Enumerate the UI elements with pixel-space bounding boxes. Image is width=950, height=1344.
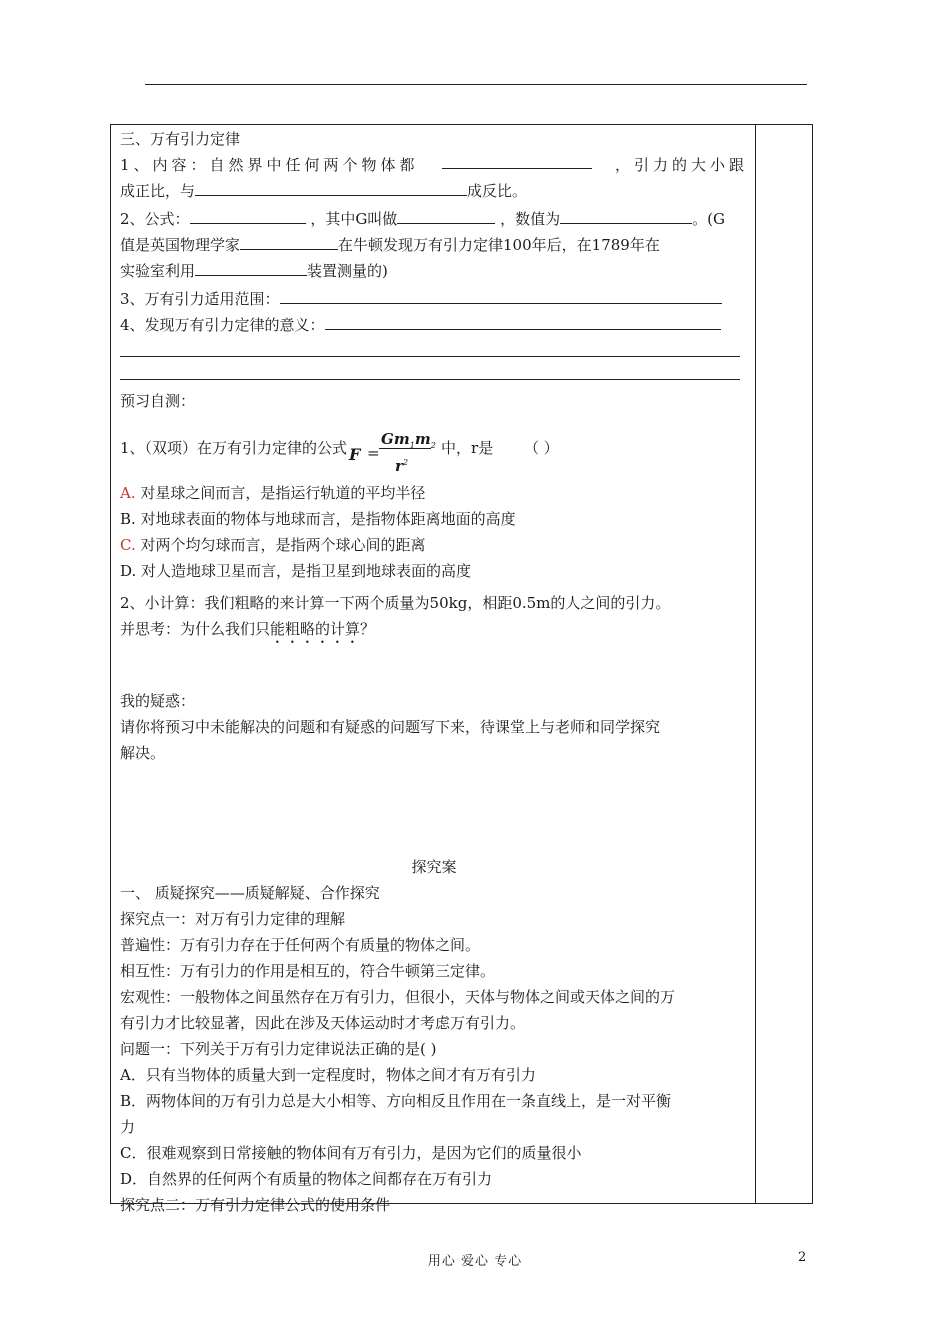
option-b-letter: B. [120, 510, 136, 528]
notes-column [756, 124, 813, 1204]
header-rule [145, 84, 807, 85]
selftest-q2-line2 [120, 616, 748, 642]
worksheet-content [120, 124, 748, 1218]
item1-text-d: 成反比。 [467, 182, 528, 200]
formula-exp: 2 [402, 458, 409, 467]
formula-gm: Gm [381, 430, 410, 448]
option-d[interactable] [120, 558, 748, 584]
item2-text-b: ，其中G叫做 [310, 210, 398, 228]
option-a-letter: A. [120, 484, 136, 502]
item2-text-c: ，数值为 [500, 210, 561, 228]
g-name-blank[interactable] [397, 207, 495, 224]
section3-item4 [120, 312, 748, 338]
explore-point2: 探究点二：万有引力定律公式的使用条件 [120, 1196, 391, 1214]
formula-denominator [395, 450, 408, 479]
item1-text-c: 成正比，与 [120, 182, 196, 200]
item3-text: 3、万有引力适用范围： [120, 290, 280, 308]
selftest-q2-line1: 2、小计算：我们粗略的来计算一下两个质量为50kg，相距0.5m的人之间的引力。 [120, 594, 671, 612]
item2-text-d: 。(G [692, 210, 725, 228]
option-c-text: 对两个均匀球而言，是指两个球心间的距离 [140, 536, 426, 554]
explore-mutuality: 相互性：万有引力的作用是相互的，符合牛顿第三定律。 [120, 962, 496, 980]
q1-answer-paren[interactable]: （ ） [524, 439, 559, 457]
item1-blank-2[interactable] [195, 179, 467, 196]
q2-text-a: 并思考：为什么我们只 [120, 620, 271, 638]
q2-text-c: ？ [360, 620, 376, 638]
item1-blank[interactable] [442, 152, 592, 169]
formula-f: F [349, 445, 361, 464]
explore-option-b-1[interactable]: B．两物体间的万有引力总是大小相等、方向相反且作用在一条直线上，是一对平衡 [120, 1092, 672, 1110]
formula-numerator [381, 426, 436, 459]
explore-universality: 普遍性：万有引力存在于任何两个有质量的物体之间。 [120, 936, 481, 954]
physicist-blank[interactable] [240, 233, 338, 250]
item2-text-e: 值是英国物理学家 [120, 236, 241, 254]
q1-text-b: 中，r是 [441, 439, 494, 457]
significance-blank[interactable] [325, 313, 721, 330]
option-a-text: 对星球之间而言，是指运行轨道的平均半径 [140, 484, 426, 502]
option-d-text: 对人造地球卫星而言，是指卫星到地球表面的高度 [141, 562, 472, 580]
doubts-line1: 请你将预习中未能解决的问题和有疑惑的问题写下来，待课堂上与老师和同学探究 [120, 718, 661, 736]
formula-sub1: 1 [409, 441, 415, 450]
significance-line-3[interactable] [120, 357, 740, 380]
gravitation-formula [349, 428, 439, 475]
section3-item1-line1 [120, 152, 748, 178]
item4-text: 4、发现万有引力定律的意义： [120, 316, 325, 334]
doubts-title: 我的疑惑： [120, 692, 196, 710]
formula-m: m [414, 430, 431, 448]
section3-item2-line2 [120, 232, 748, 258]
explore-point1: 探究点一：对万有引力定律的理解 [120, 910, 346, 928]
section3-item1-line2 [120, 178, 748, 204]
significance-line-2[interactable] [120, 338, 740, 357]
selftest-q1 [120, 428, 748, 475]
item1-text-b: ，引力的大小跟 [614, 156, 748, 174]
option-a[interactable] [120, 480, 748, 506]
explore-macro-1: 宏观性：一般物体之间虽然存在万有引力，但很小，天体与物体之间或天体之间的万 [120, 988, 676, 1006]
doubts-line2: 解决。 [120, 744, 166, 762]
explore-macro-2: 有引力才比较显著，因此在涉及天体运动时才考虑万有引力。 [120, 1014, 526, 1032]
explore-option-a[interactable]: A．只有当物体的质量大到一定程度时，物体之间才有万有引力 [120, 1066, 536, 1084]
q1-text: 1、（双项）在万有引力定律的公式 [120, 439, 348, 457]
page-number: 2 [798, 1250, 807, 1265]
item1-text: 1、内容：自然界中任何两个物体都 [120, 156, 419, 174]
section3-item3 [120, 286, 748, 312]
formula-blank[interactable] [190, 207, 306, 224]
item2-text-f: 在牛顿发现万有引力定律100年后，在1789年在 [338, 236, 660, 254]
item2-text: 2、公式： [120, 210, 190, 228]
option-b-text: 对地球表面的物体与地球而言，是指物体距离地面的高度 [140, 510, 516, 528]
fraction-bar [379, 448, 431, 449]
formula-eq: = [367, 444, 380, 462]
explore-sec1: 一、 质疑探究——质疑解疑、合作探究 [120, 884, 380, 902]
explore-title: 探究案 [411, 858, 457, 876]
section3-item2-line1 [120, 206, 748, 232]
footer-motto: 用心 爱心 专心 [427, 1254, 523, 1269]
scope-blank[interactable] [280, 287, 722, 304]
item2-text-h: 装置测量的) [307, 262, 388, 280]
section3-item2-line3 [120, 258, 748, 284]
explore-question1: 问题一：下列关于万有引力定律说法正确的是( ) [120, 1040, 437, 1058]
explore-option-d[interactable]: D．自然界的任何两个有质量的物体之间都存在万有引力 [120, 1170, 493, 1188]
formula-sub2: 2 [430, 441, 436, 450]
explore-option-c[interactable]: C．很难观察到日常接触的物体间有万有引力，是因为它们的质量很小 [120, 1144, 582, 1162]
formula-r: r [395, 457, 403, 475]
section3-title: 三、万有引力定律 [120, 130, 241, 148]
q2-emphasis: 能粗略的计算 [270, 620, 361, 638]
option-c-letter: C. [120, 536, 136, 554]
selftest-title: 预习自测： [120, 392, 196, 410]
option-d-letter: D. [120, 562, 137, 580]
option-b[interactable] [120, 506, 748, 532]
apparatus-blank[interactable] [195, 259, 307, 276]
option-c[interactable] [120, 532, 748, 558]
g-value-blank[interactable] [560, 207, 692, 224]
explore-option-b-2: 力 [120, 1118, 136, 1136]
item2-text-g: 实验室利用 [120, 262, 196, 280]
